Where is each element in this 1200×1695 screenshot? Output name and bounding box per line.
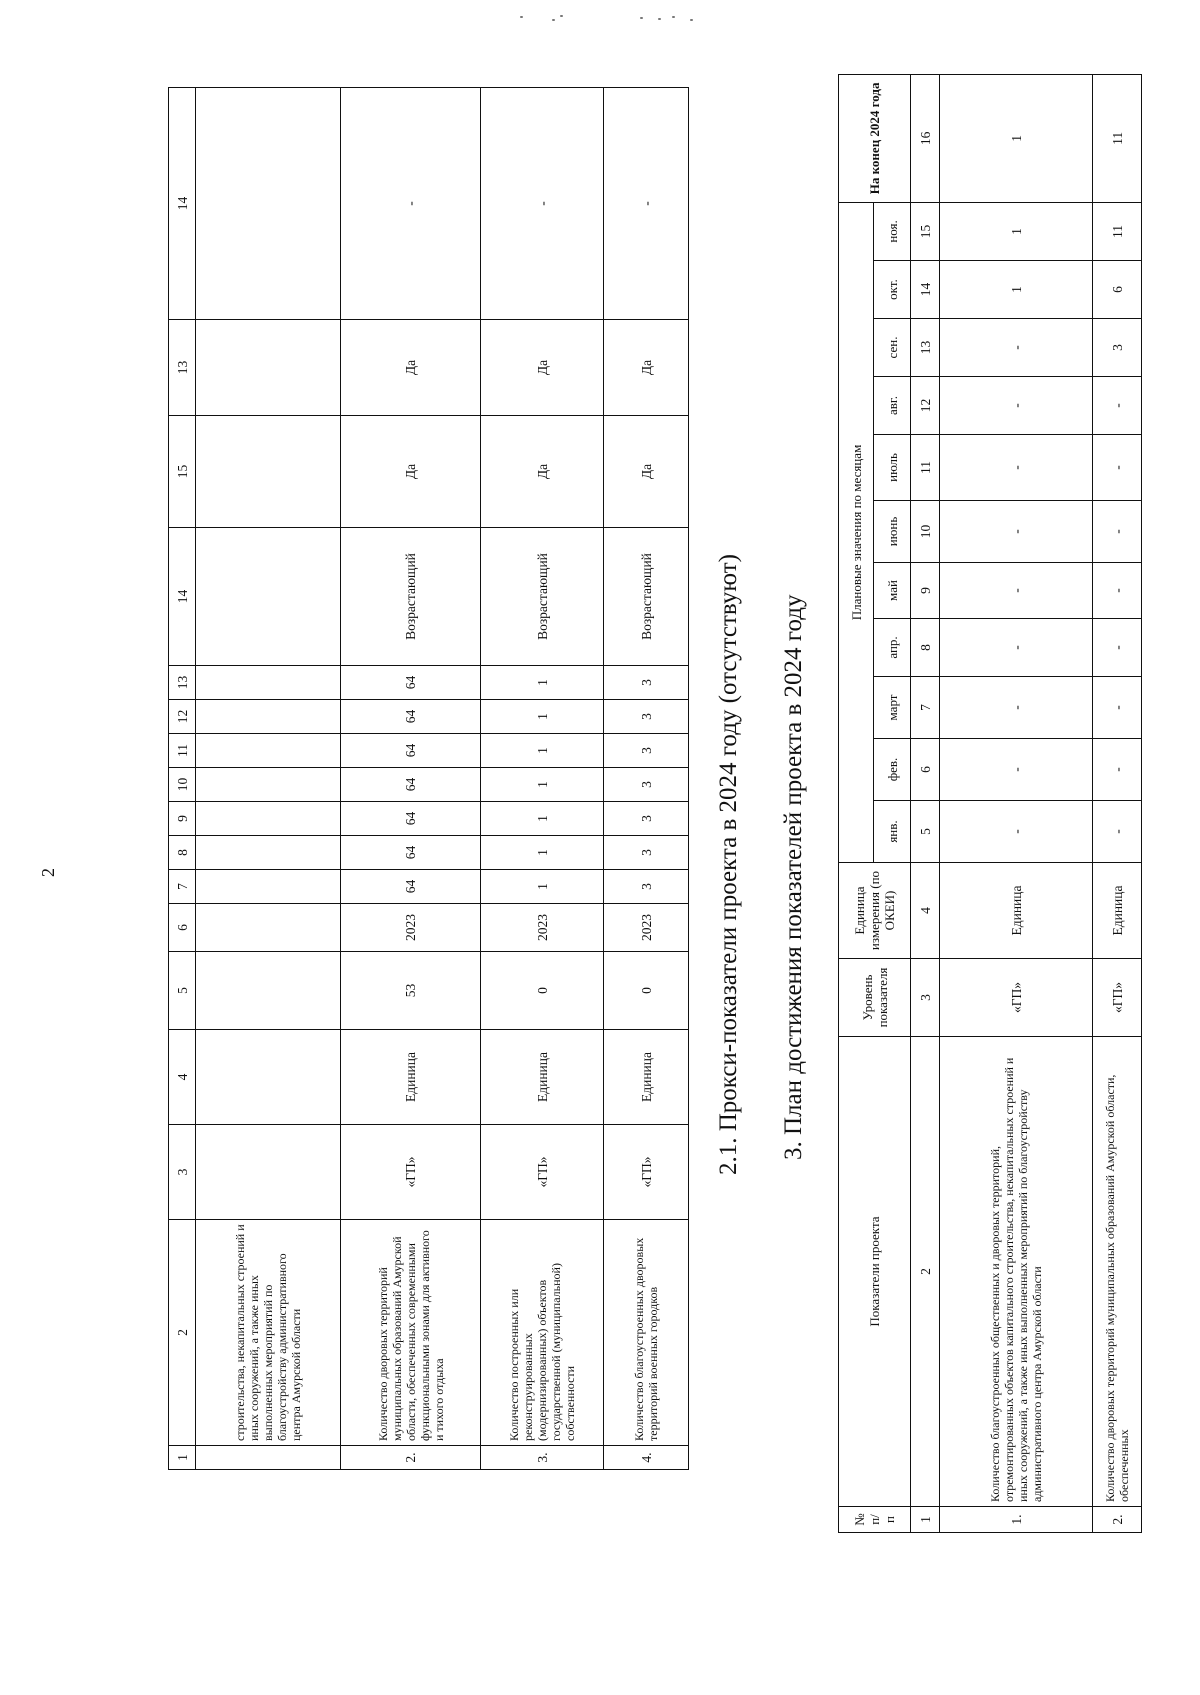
- base-value: 0: [481, 952, 604, 1030]
- row-number: 1.: [940, 1507, 1093, 1533]
- header-level: Уровень показателя: [839, 959, 911, 1037]
- month-header: сен.: [874, 319, 911, 377]
- value-cell: 3: [604, 802, 689, 836]
- flag-cell: Да: [604, 416, 689, 528]
- col-num: 12: [169, 700, 196, 734]
- header-indicator: Показатели проекта: [839, 1037, 911, 1507]
- value-cell: 64: [341, 734, 481, 768]
- month-value: -: [940, 563, 1093, 619]
- col-num: 14: [169, 88, 196, 320]
- header-unit: Единица измерения (по ОКЕИ): [839, 863, 911, 959]
- value-cell: 1: [481, 836, 604, 870]
- indicator-level: «ГП»: [604, 1125, 689, 1220]
- unit: [196, 1030, 341, 1125]
- row-number: 3.: [481, 1446, 604, 1470]
- base-year: 2023: [481, 904, 604, 952]
- col-num: 9: [169, 802, 196, 836]
- value-cell: 64: [341, 666, 481, 700]
- indicator-name: Количество благоустроенных дворовых территорий военных городков: [604, 1220, 689, 1446]
- month-value: 3: [1093, 319, 1142, 377]
- header-year-end: На конец 2024 года: [839, 74, 911, 202]
- month-value: -: [940, 677, 1093, 739]
- month-value: 1: [940, 261, 1093, 319]
- year-end-value: 11: [1093, 74, 1142, 202]
- base-year: [196, 904, 341, 952]
- bottom-table-rotated: [838, 82, 1131, 1533]
- row-number: 4.: [604, 1446, 689, 1470]
- header-num: № п/п: [839, 1507, 911, 1533]
- row-number: 2.: [1093, 1507, 1142, 1533]
- flag-cell: Да: [341, 320, 481, 416]
- month-header: май: [874, 563, 911, 619]
- value-cell: 3: [604, 870, 689, 904]
- month-header: авг.: [874, 377, 911, 435]
- col-num: 3: [911, 959, 940, 1037]
- flag-cell: Да: [481, 416, 604, 528]
- month-value: -: [1093, 739, 1142, 801]
- direction: [196, 528, 341, 666]
- col-num: 12: [911, 377, 940, 435]
- flag-cell: Да: [481, 320, 604, 416]
- indicator-name: Количество построенных или реконструированных (модернизированных) объектов государственной (муниципальной) собственности: [481, 1220, 604, 1446]
- value-cell: 1: [481, 666, 604, 700]
- value-cell: 64: [341, 700, 481, 734]
- table-row: [196, 88, 341, 1470]
- value-cell: 3: [604, 836, 689, 870]
- indicator-level: «ГП»: [481, 1125, 604, 1220]
- col-num: 7: [911, 677, 940, 739]
- unit: Единица: [481, 1030, 604, 1125]
- col-num: 14: [911, 261, 940, 319]
- col-num: 13: [911, 319, 940, 377]
- month-value: -: [1093, 801, 1142, 863]
- col-num: 3: [169, 1125, 196, 1220]
- header-row: [839, 74, 874, 1532]
- table-row: [940, 74, 1093, 1532]
- direction: Возрастающий: [481, 528, 604, 666]
- col-num: 10: [911, 501, 940, 563]
- month-header: фев.: [874, 739, 911, 801]
- indicator-name: Количество благоустроенных общественных и дворовых территорий, отремонтированных объектов капитального строительства, некапитальных строений и иных сооружений, а также иных выполненных мероприятий по благоустройству административного центра Амурской области: [940, 1037, 1093, 1507]
- value-cell: 1: [481, 700, 604, 734]
- row-number: [196, 1446, 341, 1470]
- month-value: -: [1093, 435, 1142, 501]
- col-num: 9: [911, 563, 940, 619]
- indicator-name: Количество дворовых территорий муниципальных образований Амурской области, обеспеченных: [1093, 1037, 1142, 1507]
- value-cell: 1: [481, 768, 604, 802]
- row-number: 2.: [341, 1446, 481, 1470]
- flag-cell: -: [341, 88, 481, 320]
- base-value: [196, 952, 341, 1030]
- col-num: 4: [169, 1030, 196, 1125]
- flag-cell: -: [604, 88, 689, 320]
- header-monthly: Плановые значения по месяцам: [839, 202, 874, 862]
- month-value: 11: [1093, 202, 1142, 260]
- table-row: [481, 88, 604, 1470]
- col-num: 2: [169, 1220, 196, 1446]
- indicator-level: «ГП»: [1093, 959, 1142, 1037]
- flag-cell: [196, 88, 341, 320]
- month-value: 6: [1093, 261, 1142, 319]
- col-num: 16: [911, 74, 940, 202]
- col-num: 6: [911, 739, 940, 801]
- month-header: окт.: [874, 261, 911, 319]
- month-value: -: [940, 619, 1093, 677]
- col-num: 7: [169, 870, 196, 904]
- indicator-level: «ГП»: [341, 1125, 481, 1220]
- section-heading-plan: 3. План достижения показателей проекта в 2024 году: [780, 594, 807, 1160]
- col-num: 11: [911, 435, 940, 501]
- month-header: июнь: [874, 501, 911, 563]
- plan-table: [838, 74, 1142, 1533]
- col-num: 6: [169, 904, 196, 952]
- value-cell: 1: [481, 734, 604, 768]
- flag-cell: [196, 320, 341, 416]
- flag-cell: Да: [604, 320, 689, 416]
- top-table-rotated: [168, 88, 663, 1470]
- value-cell: [196, 870, 341, 904]
- value-cell: 3: [604, 768, 689, 802]
- column-number-row: [169, 88, 196, 1470]
- col-num: 13: [169, 666, 196, 700]
- month-value: -: [940, 435, 1093, 501]
- year-end-value: 1: [940, 74, 1093, 202]
- value-cell: [196, 836, 341, 870]
- month-header: март: [874, 677, 911, 739]
- value-cell: 3: [604, 734, 689, 768]
- month-header: янв.: [874, 801, 911, 863]
- value-cell: [196, 768, 341, 802]
- flag-cell: -: [481, 88, 604, 320]
- value-cell: 64: [341, 802, 481, 836]
- value-cell: [196, 700, 341, 734]
- col-num: 14: [169, 528, 196, 666]
- table-row: [341, 88, 481, 1470]
- col-num: 5: [169, 952, 196, 1030]
- indicator-name: Количество дворовых территорий муниципальных образований Амурской области, обеспеченных современными функциональными зонами для активного и тихого отдыха: [341, 1220, 481, 1446]
- col-num: 8: [169, 836, 196, 870]
- value-cell: 64: [341, 836, 481, 870]
- value-cell: [196, 666, 341, 700]
- month-value: -: [1093, 619, 1142, 677]
- column-number-row: [911, 74, 940, 1532]
- col-num: 5: [911, 801, 940, 863]
- value-cell: 1: [481, 870, 604, 904]
- col-num: 1: [169, 1446, 196, 1470]
- flag-cell: [196, 416, 341, 528]
- month-value: -: [940, 377, 1093, 435]
- value-cell: 1: [481, 802, 604, 836]
- indicators-table-continued: [168, 87, 689, 1470]
- unit: Единица: [1093, 863, 1142, 959]
- table-row: [604, 88, 689, 1470]
- col-num: 13: [169, 320, 196, 416]
- month-value: -: [940, 801, 1093, 863]
- indicator-level: «ГП»: [940, 959, 1093, 1037]
- base-year: 2023: [604, 904, 689, 952]
- unit: Единица: [341, 1030, 481, 1125]
- section-heading-proxy: 2.1. Прокси-показатели проекта в 2024 году (отсутствуют): [715, 554, 742, 1175]
- month-value: 1: [940, 202, 1093, 260]
- direction: Возрастающий: [341, 528, 481, 666]
- base-value: 53: [341, 952, 481, 1030]
- month-value: -: [1093, 563, 1142, 619]
- value-cell: 64: [341, 768, 481, 802]
- col-num: 15: [911, 202, 940, 260]
- base-value: 0: [604, 952, 689, 1030]
- col-num: 15: [169, 416, 196, 528]
- value-cell: 3: [604, 700, 689, 734]
- value-cell: [196, 734, 341, 768]
- value-cell: 64: [341, 870, 481, 904]
- scan-noise: [490, 14, 720, 24]
- col-num: 11: [169, 734, 196, 768]
- month-header: июль: [874, 435, 911, 501]
- month-value: -: [940, 739, 1093, 801]
- value-cell: 3: [604, 666, 689, 700]
- col-num: 8: [911, 619, 940, 677]
- indicator-level: [196, 1125, 341, 1220]
- col-num: 4: [911, 863, 940, 959]
- value-cell: [196, 802, 341, 836]
- month-value: -: [940, 319, 1093, 377]
- month-value: -: [1093, 501, 1142, 563]
- month-header: апр.: [874, 619, 911, 677]
- month-value: -: [940, 501, 1093, 563]
- month-value: -: [1093, 677, 1142, 739]
- unit: Единица: [940, 863, 1093, 959]
- table-row: [1093, 74, 1142, 1532]
- col-num: 10: [169, 768, 196, 802]
- page-number: 2: [38, 868, 58, 877]
- col-num: 1: [911, 1507, 940, 1533]
- unit: Единица: [604, 1030, 689, 1125]
- base-year: 2023: [341, 904, 481, 952]
- col-num: 2: [911, 1037, 940, 1507]
- flag-cell: Да: [341, 416, 481, 528]
- month-header: ноя.: [874, 202, 911, 260]
- direction: Возрастающий: [604, 528, 689, 666]
- month-value: -: [1093, 377, 1142, 435]
- indicator-name: строительства, некапитальных строений и иных сооружений, а также иных выполненных мероприятий по благоустройству административного центра Амурской области: [196, 1220, 341, 1446]
